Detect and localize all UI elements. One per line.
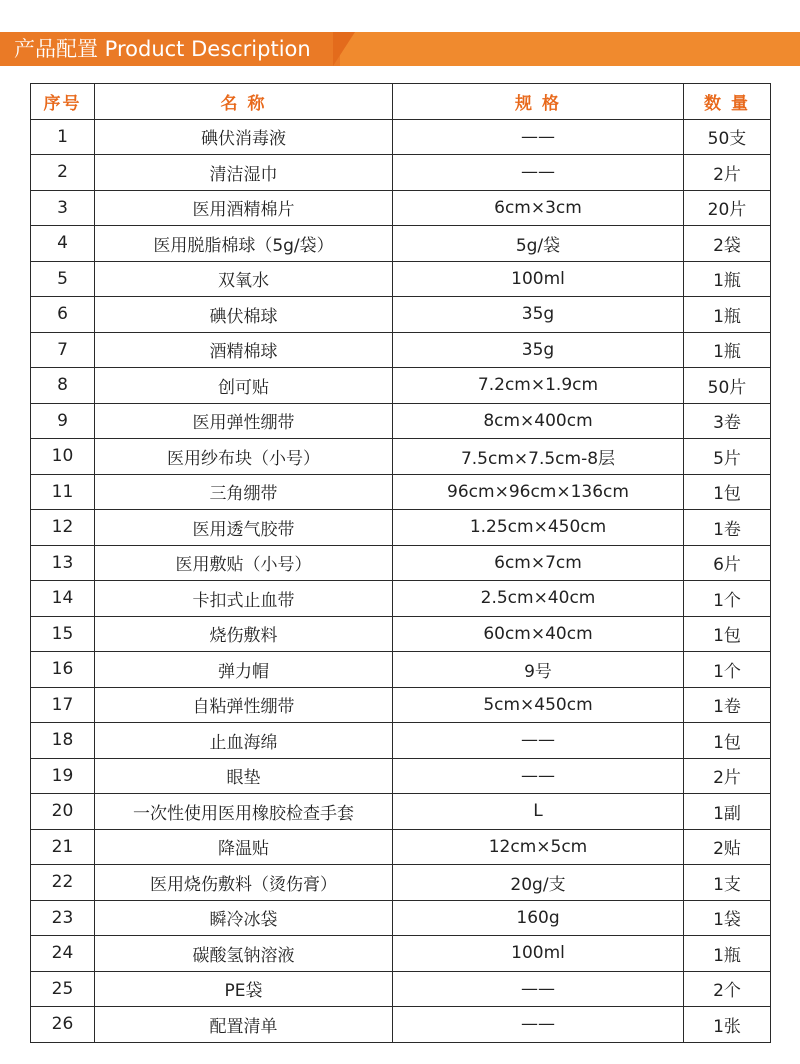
table-row [31,297,771,333]
table-row [31,971,771,1007]
cell-quantity: 5片 [684,439,771,475]
cell-name: 碳酸氢钠溶液 [95,936,393,972]
cell-quantity: 3卷 [684,403,771,439]
cell-spec: 9号 [393,652,684,688]
cell-quantity: 1个 [684,652,771,688]
cell-index: 14 [31,581,95,617]
cell-quantity: 1包 [684,474,771,510]
product-configuration-table [30,83,771,1043]
table-row [31,581,771,617]
section-title: 产品配置 Product Description [14,37,311,61]
cell-index: 4 [31,226,95,262]
cell-quantity: 1瓶 [684,936,771,972]
cell-index: 7 [31,332,95,368]
header-slant-accent [333,32,355,66]
table-row [31,474,771,510]
cell-name: 止血海绵 [95,723,393,759]
cell-quantity: 1支 [684,865,771,901]
column-header-quantity: 数 量 [684,84,771,120]
table-row [31,261,771,297]
cell-index: 12 [31,510,95,546]
cell-quantity: 2片 [684,155,771,191]
cell-index: 5 [31,261,95,297]
table-row [31,368,771,404]
cell-spec: 7.2cm×1.9cm [393,368,684,404]
cell-quantity: 1张 [684,1007,771,1043]
cell-name: 烧伤敷料 [95,616,393,652]
cell-name: 瞬冷冰袋 [95,900,393,936]
cell-quantity: 1瓶 [684,297,771,333]
cell-spec: —— [393,971,684,1007]
table-row [31,1007,771,1043]
cell-quantity: 1个 [684,581,771,617]
column-header-name: 名 称 [95,84,393,120]
cell-index: 3 [31,190,95,226]
cell-index: 13 [31,545,95,581]
cell-quantity: 1卷 [684,510,771,546]
table-row [31,758,771,794]
cell-index: 19 [31,758,95,794]
cell-quantity: 1包 [684,616,771,652]
cell-spec: 5g/袋 [393,226,684,262]
table-row [31,936,771,972]
table-row [31,226,771,262]
column-header-spec: 规 格 [393,84,684,120]
cell-spec: 35g [393,297,684,333]
cell-spec: —— [393,119,684,155]
cell-index: 21 [31,829,95,865]
cell-index: 22 [31,865,95,901]
cell-spec: L [393,794,684,830]
cell-index: 18 [31,723,95,759]
cell-quantity: 1瓶 [684,261,771,297]
table-row [31,900,771,936]
table-row [31,829,771,865]
cell-spec: 96cm×96cm×136cm [393,474,684,510]
cell-index: 2 [31,155,95,191]
cell-index: 23 [31,900,95,936]
cell-quantity: 50片 [684,368,771,404]
cell-quantity: 1袋 [684,900,771,936]
cell-name: 医用纱布块（小号） [95,439,393,475]
cell-spec: —— [393,155,684,191]
cell-spec: 100ml [393,261,684,297]
cell-spec: 6cm×3cm [393,190,684,226]
cell-index: 1 [31,119,95,155]
cell-quantity: 1瓶 [684,332,771,368]
cell-name: 碘伏消毒液 [95,119,393,155]
cell-index: 26 [31,1007,95,1043]
cell-quantity: 20片 [684,190,771,226]
cell-quantity: 2袋 [684,226,771,262]
cell-name: 配置清单 [95,1007,393,1043]
table-row [31,332,771,368]
table-row [31,723,771,759]
cell-spec: 8cm×400cm [393,403,684,439]
cell-spec: —— [393,1007,684,1043]
table-row [31,652,771,688]
cell-name: 医用酒精棉片 [95,190,393,226]
cell-spec: 60cm×40cm [393,616,684,652]
cell-spec: 160g [393,900,684,936]
cell-name: 医用弹性绷带 [95,403,393,439]
cell-name: 医用烧伤敷料（烫伤膏） [95,865,393,901]
cell-spec: 12cm×5cm [393,829,684,865]
cell-spec: 20g/支 [393,865,684,901]
cell-name: 眼垫 [95,758,393,794]
cell-index: 24 [31,936,95,972]
cell-name: 清洁湿巾 [95,155,393,191]
cell-spec: 100ml [393,936,684,972]
cell-spec: 2.5cm×40cm [393,581,684,617]
cell-quantity: 1包 [684,723,771,759]
table-row [31,510,771,546]
cell-name: 自粘弹性绷带 [95,687,393,723]
cell-index: 16 [31,652,95,688]
cell-name: 医用透气胶带 [95,510,393,546]
table-row [31,865,771,901]
cell-spec: 1.25cm×450cm [393,510,684,546]
cell-name: 弹力帽 [95,652,393,688]
cell-quantity: 2个 [684,971,771,1007]
section-header [0,32,800,66]
cell-quantity: 50支 [684,119,771,155]
table-row [31,119,771,155]
cell-spec: —— [393,723,684,759]
cell-quantity: 1卷 [684,687,771,723]
cell-name: 酒精棉球 [95,332,393,368]
cell-index: 25 [31,971,95,1007]
cell-name: 医用脱脂棉球（5g/袋） [95,226,393,262]
table-header-row [31,84,771,120]
table-row [31,794,771,830]
table-row [31,616,771,652]
cell-quantity: 2片 [684,758,771,794]
cell-index: 9 [31,403,95,439]
cell-name: 创可贴 [95,368,393,404]
cell-quantity: 2贴 [684,829,771,865]
cell-name: 卡扣式止血带 [95,581,393,617]
table-row [31,155,771,191]
cell-quantity: 6片 [684,545,771,581]
cell-spec: 35g [393,332,684,368]
cell-name: 三角绷带 [95,474,393,510]
cell-index: 11 [31,474,95,510]
table-row [31,439,771,475]
cell-index: 17 [31,687,95,723]
cell-spec: 5cm×450cm [393,687,684,723]
column-header-index: 序号 [31,84,95,120]
table-row [31,687,771,723]
cell-name: 医用敷贴（小号） [95,545,393,581]
cell-name: 降温贴 [95,829,393,865]
cell-spec: 7.5cm×7.5cm-8层 [393,439,684,475]
cell-name: 碘伏棉球 [95,297,393,333]
cell-spec: —— [393,758,684,794]
cell-index: 15 [31,616,95,652]
cell-name: PE袋 [95,971,393,1007]
table-row [31,190,771,226]
cell-index: 6 [31,297,95,333]
cell-name: 双氧水 [95,261,393,297]
cell-quantity: 1副 [684,794,771,830]
cell-index: 20 [31,794,95,830]
cell-spec: 6cm×7cm [393,545,684,581]
table-row [31,403,771,439]
cell-index: 10 [31,439,95,475]
cell-name: 一次性使用医用橡胶检查手套 [95,794,393,830]
cell-index: 8 [31,368,95,404]
table-row [31,545,771,581]
